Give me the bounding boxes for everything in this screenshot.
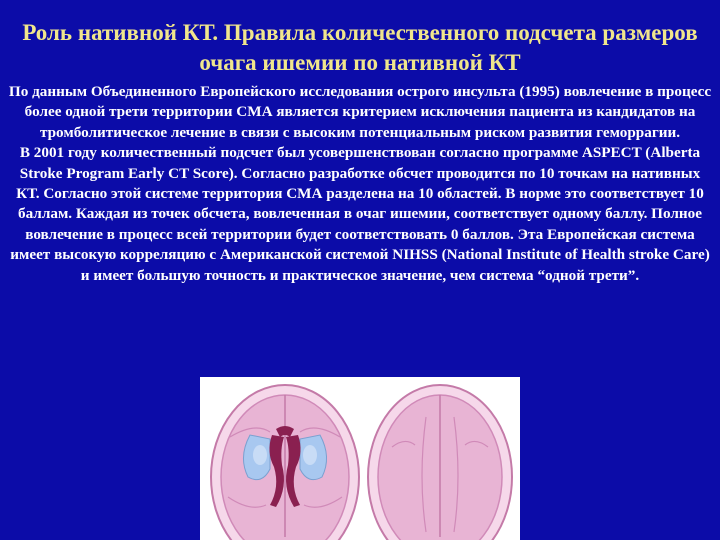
slide-title: Роль нативной КТ. Правила количественного подсчета размеров очага ишемии по нативной КТ [22, 20, 698, 75]
brain-slice-supraganglionic [368, 385, 512, 540]
aspects-diagram [200, 377, 520, 540]
paragraph-2: В 2001 году количественный подсчет был усовершенствован согласно программе ASPECT (Alberta Stroke Program Early CT Score). Согласно разработке обсчет проводится по 10 точкам на нативных КТ. Согласно этой системе территория СМА разделена на 10 областей. В норме это соответствует 10 баллам. Каждая из точек обсчета, вовлеченная в очаг ишемии, соответствует одному баллу. Полное вовлечение в процесс всей территории будет соответствовать 0 баллов. Эта Европейская система имеет высокую корреляцию с Американской системой NIHSS (National Institute of Health stroke Care) и имеет большую точность и практическое значение, чем система “одной трети”. [10, 144, 710, 284]
slide-body [8, 82, 712, 286]
paragraph-1: По данным Объединенного Европейского исследования острого инсульта (1995) вовлечение в процесс более одной трети территории СМА является критерием исключения пациента из кандидатов на тромболитическое лечение в связи с высоким потенциальным риском развития геморрагии. [8, 83, 712, 141]
brain-slice-ganglionic [211, 385, 359, 540]
